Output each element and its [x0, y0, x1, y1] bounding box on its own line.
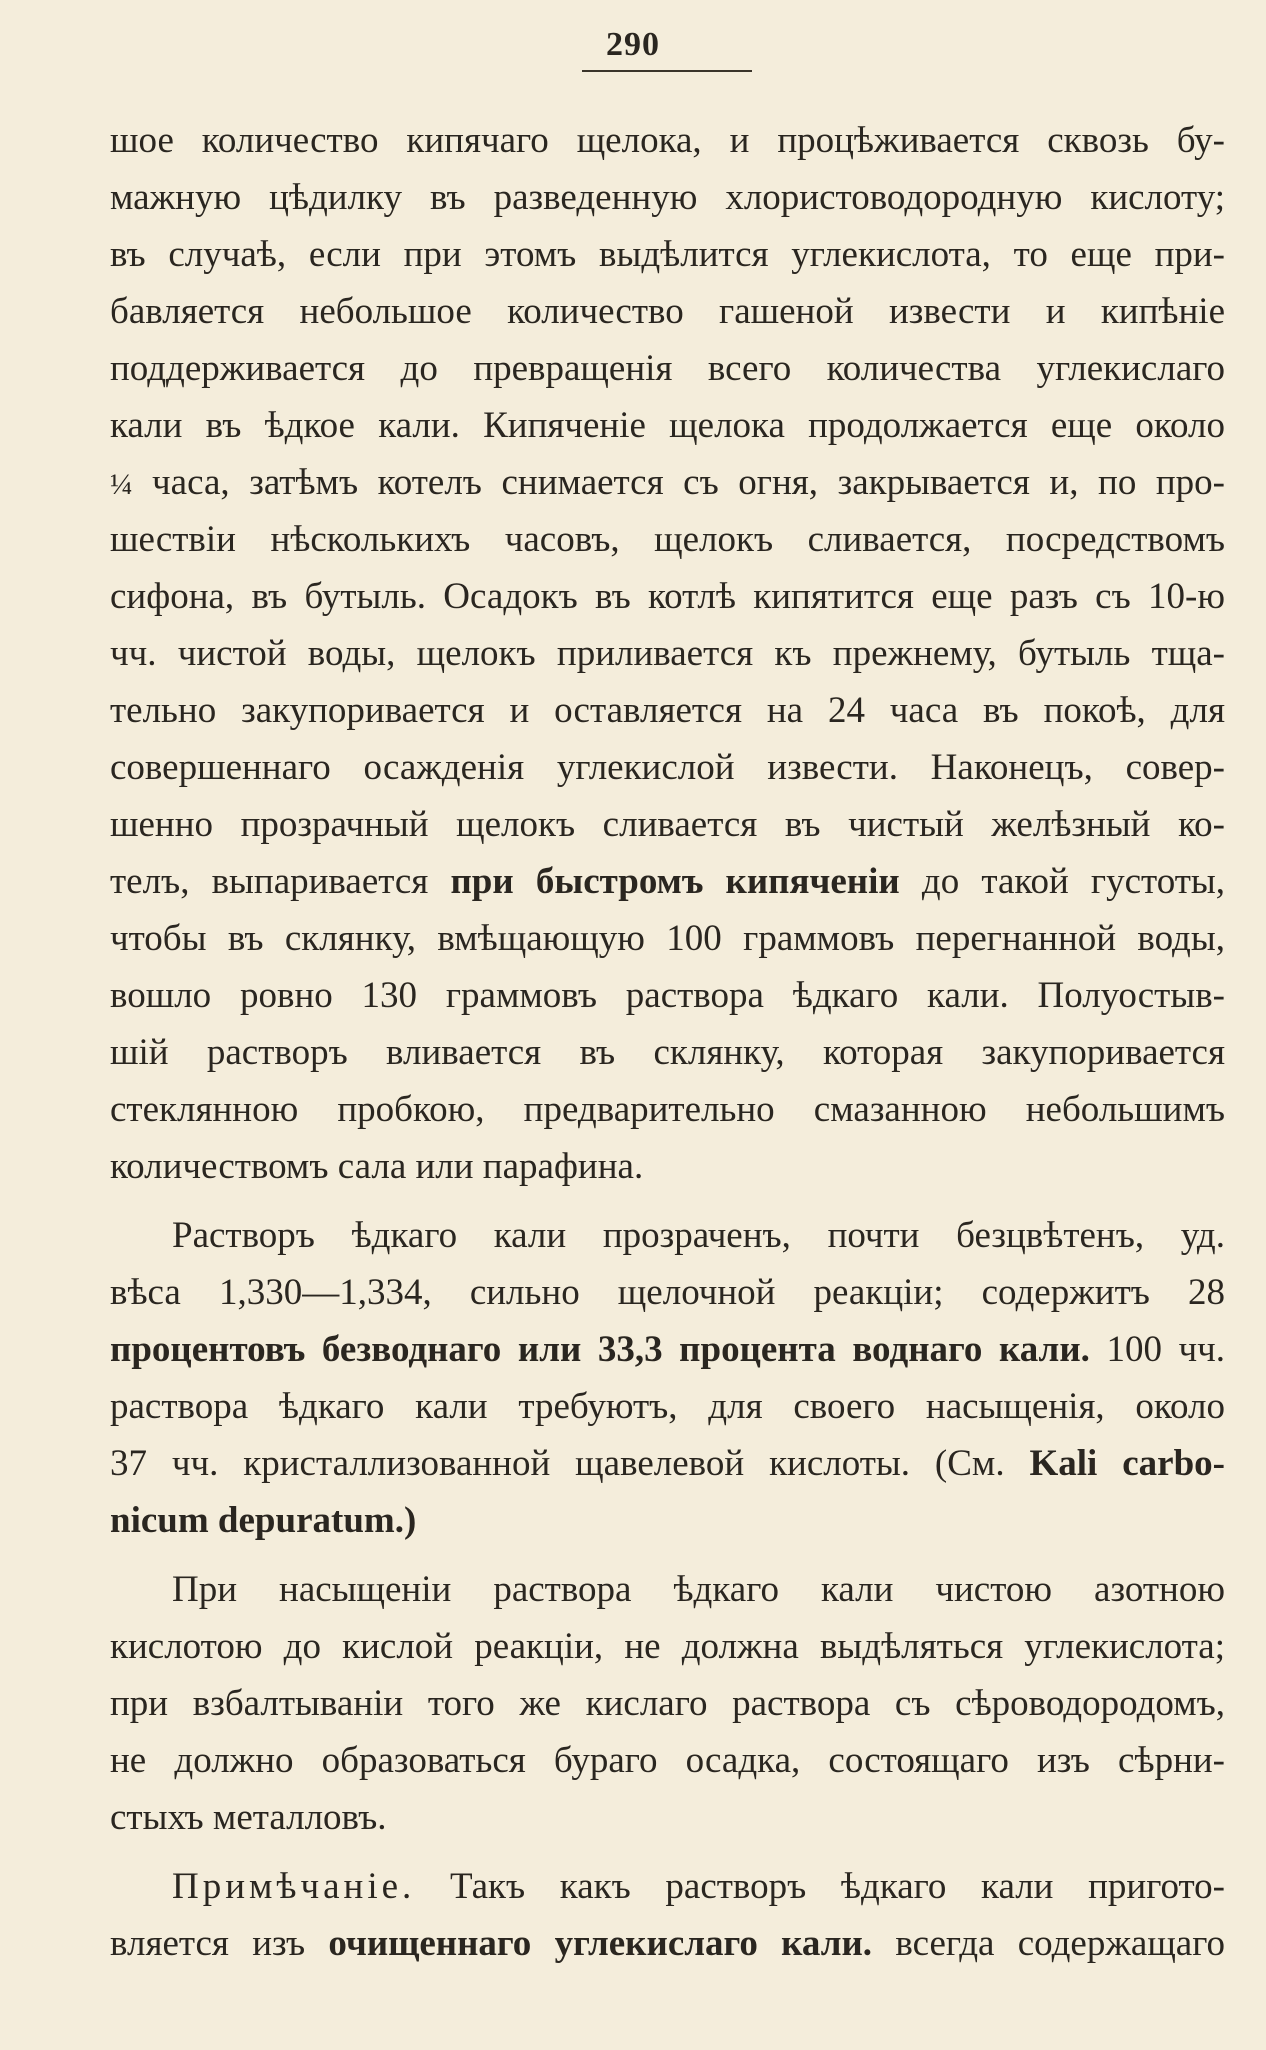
- text-line: раствора ѣдкаго кали требуютъ, для своего насыщенія, около: [110, 1386, 1225, 1427]
- text-line: [110, 1915, 1225, 1972]
- text-line: При насыщеніи раствора ѣдкаго кали чистою азотною: [172, 1569, 1225, 1610]
- page-number: 290: [606, 26, 660, 63]
- text-line: стеклянною пробкою, предварительно смазанною небольшимъ: [110, 1089, 1225, 1130]
- text-segment: до такой густоты,: [899, 861, 1225, 902]
- text-line: шое количество кипячаго щелока, и процѣживается сквозь бу-: [110, 120, 1225, 161]
- text-segment: Такъ какъ растворъ ѣдкаго кали пригото-: [415, 1866, 1225, 1907]
- bold-term: очищеннаго углекислаго кали.: [328, 1923, 873, 1964]
- text-line: въ случаѣ, если при этомъ выдѣлится углекислота, то еще при-: [110, 234, 1225, 275]
- bold-term: nicum depuratum.): [110, 1500, 417, 1541]
- paragraph-2: [110, 1207, 1225, 1549]
- bold-term: Kali carbo-: [1029, 1443, 1225, 1484]
- text-line: [110, 454, 1225, 511]
- text-line: [110, 1321, 1225, 1378]
- text-line: кислотою до кислой реакціи, не должна выдѣляться углекислота;: [110, 1626, 1225, 1667]
- text-line: мажную цѣдилку въ разведенную хлористоводородную кислоту;: [110, 177, 1225, 218]
- text-segment: вляется изъ: [110, 1923, 329, 1964]
- text-line: вѣса 1,330—1,334, сильно щелочной реакціи; содержитъ 28: [110, 1272, 1225, 1313]
- body-text: [110, 112, 1225, 1972]
- text-segment: часа, затѣмъ котелъ снимается съ огня, закрывается и, по про-: [132, 462, 1225, 503]
- text-line: шій растворъ вливается въ склянку, которая закупоривается: [110, 1032, 1225, 1073]
- text-segment: телъ, выпаривается: [110, 861, 451, 902]
- paragraph-1: [110, 112, 1225, 1195]
- text-line: поддерживается до превращенія всего количества углекислаго: [110, 348, 1225, 389]
- text-line: не должно образоваться бураго осадка, состоящаго изъ сѣрни-: [110, 1740, 1225, 1781]
- text-line: при взбалтываніи того же кислаго раствора съ сѣроводородомъ,: [110, 1683, 1225, 1724]
- paragraph-4-note: [110, 1858, 1225, 1972]
- text-line: [110, 1858, 1225, 1915]
- text-line: кали въ ѣдкое кали. Кипяченіе щелока продолжается еще около: [110, 405, 1225, 446]
- text-line: [110, 1492, 1225, 1549]
- text-line: количествомъ сала или парафина.: [110, 1146, 644, 1187]
- text-segment: 100 чч.: [1089, 1329, 1226, 1370]
- note-heading: Примѣчаніе.: [172, 1866, 416, 1907]
- text-line: вошло ровно 130 граммовъ раствора ѣдкаго кали. Полуостыв-: [110, 975, 1225, 1016]
- text-line: бавляется небольшое количество гашеной извести и кипѣніе: [110, 291, 1225, 332]
- header-rule: [582, 70, 752, 72]
- text-segment: 37 чч. кристаллизованной щавелевой кислоты. (См.: [110, 1443, 1030, 1484]
- bold-term: процентовъ безводнаго или 33,3 процента воднаго кали.: [110, 1329, 1090, 1370]
- text-line: Растворъ ѣдкаго кали прозраченъ, почти безцвѣтенъ, уд.: [172, 1215, 1225, 1256]
- text-line: стыхъ металловъ.: [110, 1797, 387, 1838]
- text-line: шенно прозрачный щелокъ сливается въ чистый желѣзный ко-: [110, 804, 1225, 845]
- text-line: совершеннаго осажденія углекислой извести. Наконецъ, совер-: [110, 747, 1225, 788]
- text-line: тельно закупоривается и оставляется на 24 часа въ покоѣ, для: [110, 690, 1225, 731]
- text-line: [110, 1435, 1225, 1492]
- text-line: чч. чистой воды, щелокъ приливается къ прежнему, бутыль тща-: [110, 633, 1225, 674]
- text-line: чтобы въ склянку, вмѣщающую 100 граммовъ перегнанной воды,: [110, 918, 1225, 959]
- text-line: шествіи нѣсколькихъ часовъ, щелокъ сливается, посредствомъ: [110, 519, 1225, 560]
- text-line: [110, 853, 1225, 910]
- text-segment: всегда содержащаго: [872, 1923, 1225, 1964]
- text-line: сифона, въ бутыль. Осадокъ въ котлѣ кипятится еще разъ съ 10-ю: [110, 576, 1225, 617]
- bold-term: при быстромъ кипяченіи: [450, 861, 900, 902]
- fraction: ¼: [110, 468, 133, 501]
- paragraph-3: [110, 1561, 1225, 1846]
